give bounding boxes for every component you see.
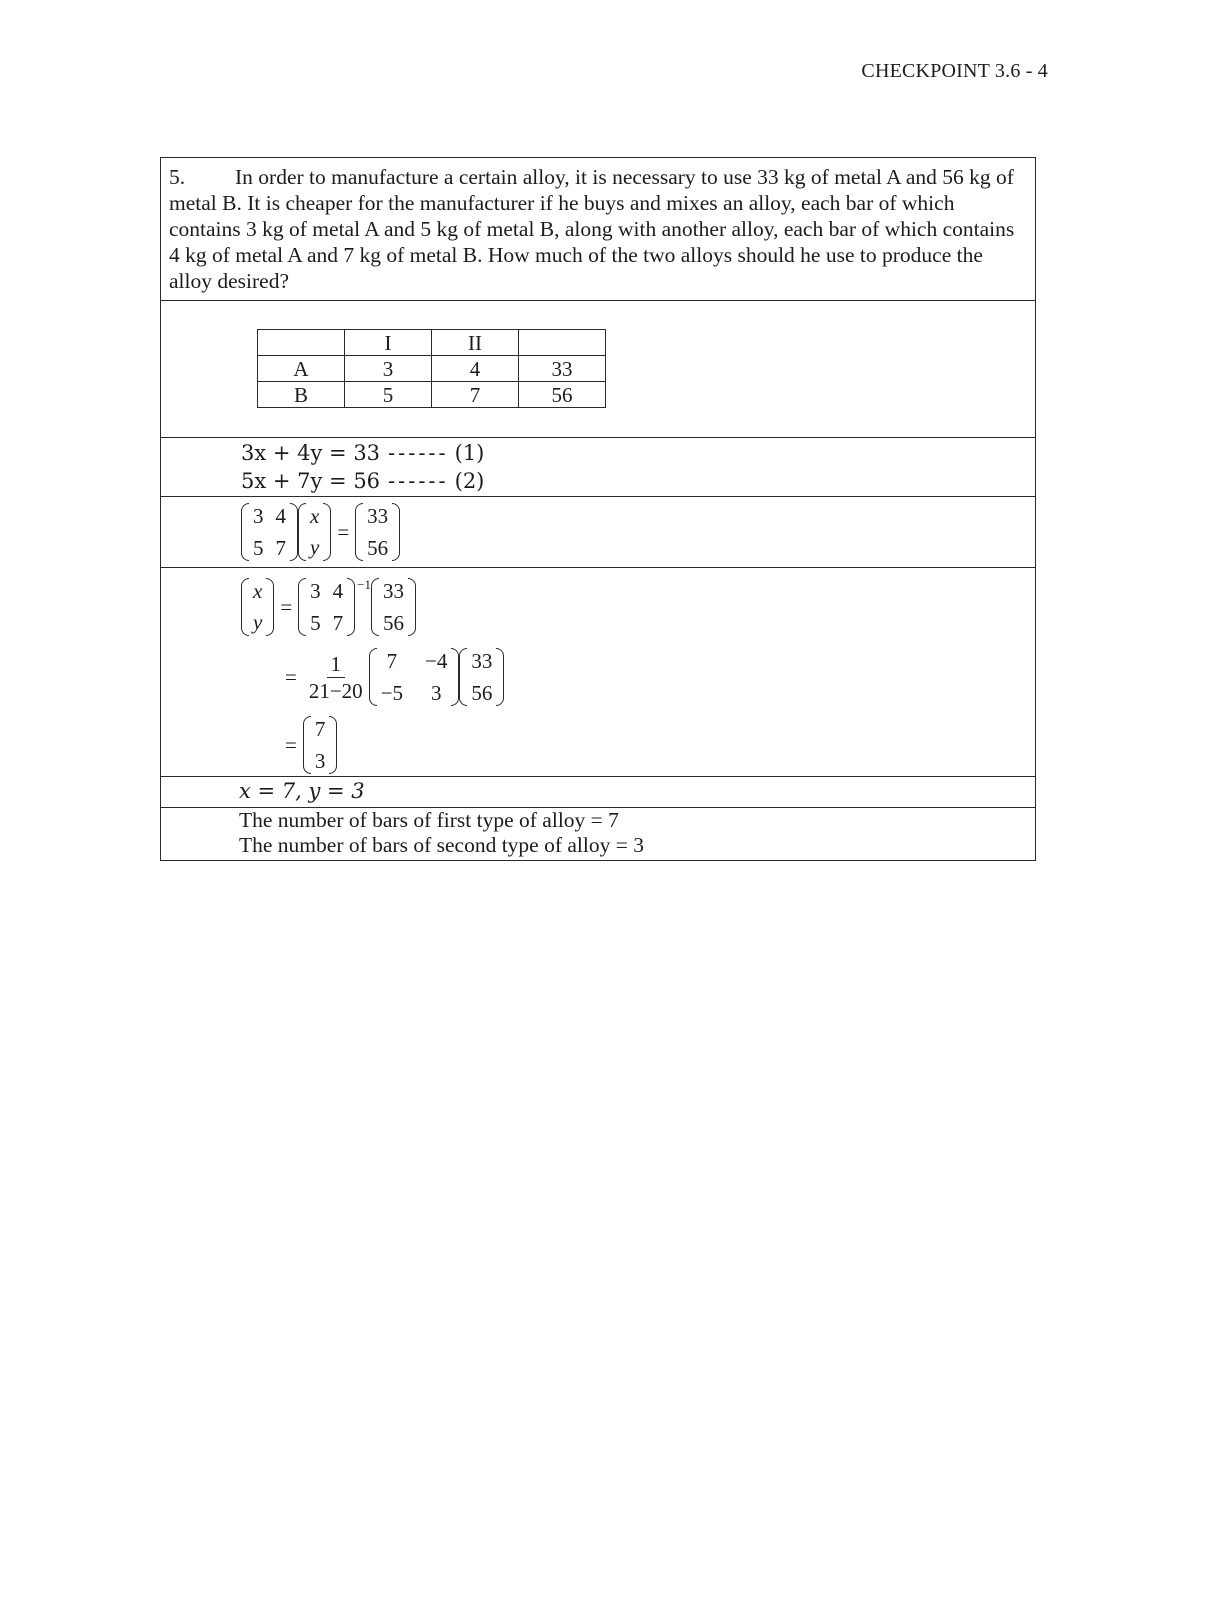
matrix-cell: 5: [253, 536, 264, 560]
result-step: [279, 716, 337, 774]
constant-vector: [467, 648, 496, 706]
right-paren: [496, 648, 504, 706]
left-paren: [303, 716, 311, 774]
inverse-equation: [241, 578, 416, 636]
inverse-exponent: −1: [357, 577, 372, 592]
right-paren: [347, 578, 355, 636]
adjugate-matrix: [377, 648, 452, 706]
table-cell: 56: [519, 382, 606, 408]
question-text: In order to manufacture a certain alloy, it is necessary to use 33 kg of metal A and 56 kg of metal B. It is cheaper for the manufacturer if he buys and mixes an alloy, each bar of which contains 3 kg of metal A and 5 kg of metal B, along with another alloy, each bar of which contains 4 kg of metal A and 7 kg of metal B. How much of the two alloys should he use to produce the alloy desired?: [169, 165, 1015, 293]
determinant-fraction: [307, 651, 365, 704]
equals-sign: =: [337, 519, 350, 544]
equals-sign: =: [285, 732, 297, 757]
variable-vector: [306, 504, 323, 560]
answer-first-alloy: The number of bars of first type of alloy = 7: [239, 808, 619, 832]
problem-box: [160, 157, 1036, 861]
table-header-cell: [519, 330, 606, 356]
answer-section: [161, 807, 1035, 860]
vector-cell: y: [253, 610, 263, 634]
table-row: [258, 382, 606, 408]
adjugate-step: [279, 648, 504, 706]
fraction-denominator: 21−20: [308, 678, 363, 703]
constant-vector: [363, 503, 392, 561]
matrix-cell: 7: [386, 649, 398, 673]
result-vector: [311, 716, 330, 774]
answer-second-alloy: The number of bars of second type of alloy = 3: [239, 833, 644, 857]
left-paren: [298, 503, 306, 561]
left-paren: [241, 503, 249, 561]
table-cell: 7: [432, 382, 519, 408]
matrix-cell: 3: [253, 504, 264, 528]
variable-vector: [249, 579, 266, 635]
right-paren: [329, 716, 337, 774]
equation-dashes: ------: [388, 469, 449, 493]
matrix-cell: −4: [425, 649, 448, 673]
matrix-cell: 3: [430, 681, 442, 705]
matrix-equation-section: [161, 496, 1035, 567]
vector-cell: 56: [383, 611, 405, 635]
table-row: [258, 356, 606, 382]
vector-cell: 7: [314, 717, 326, 741]
table-cell: 4: [432, 356, 519, 382]
checkpoint-label: CHECKPOINT 3.6 - 4: [861, 60, 1048, 82]
equation-tag: (1): [454, 441, 485, 465]
matrix-cell: 3: [310, 579, 321, 603]
alloy-table: [257, 329, 606, 408]
equation-lhs: 3x + 4y = 33: [241, 441, 381, 465]
left-paren: [355, 503, 363, 561]
fraction-numerator: 1: [327, 651, 346, 678]
right-paren: [451, 648, 459, 706]
right-paren: [392, 503, 400, 561]
constant-vector: [379, 578, 408, 636]
left-paren: [369, 648, 377, 706]
table-cell: 3: [345, 356, 432, 382]
equation-lhs: 5x + 7y = 56: [241, 469, 381, 493]
matrix-cell: 7: [332, 611, 344, 635]
table-cell: 5: [345, 382, 432, 408]
table-header-row: [258, 330, 606, 356]
matrix-cell: 4: [275, 504, 286, 528]
table-cell: A: [258, 356, 345, 382]
equation-dashes: ------: [388, 441, 449, 465]
left-paren: [459, 648, 467, 706]
vector-cell: 33: [367, 504, 389, 528]
equation-2: [241, 469, 484, 493]
equations-section: [161, 437, 1035, 496]
left-paren: [241, 578, 249, 636]
question-number: 5.: [169, 165, 186, 189]
vector-cell: 3: [314, 749, 326, 773]
inverse-section: [161, 567, 1035, 776]
coefficient-matrix: [306, 578, 347, 636]
left-paren: [298, 578, 306, 636]
matrix-cell: 7: [275, 536, 286, 560]
solution-values: x = 7, y = 3: [239, 779, 365, 803]
right-paren: [408, 578, 416, 636]
vector-cell: x: [253, 579, 263, 603]
equals-sign: =: [285, 664, 297, 689]
vector-cell: 56: [367, 536, 389, 560]
matrix-cell: 4: [332, 579, 344, 603]
solution-section: [161, 776, 1035, 807]
table-header-cell: [258, 330, 345, 356]
right-paren: [290, 503, 298, 561]
matrix-equation: [241, 503, 400, 561]
right-paren: [323, 503, 331, 561]
equation-1: [241, 441, 484, 465]
table-header-cell: II: [432, 330, 519, 356]
right-paren: [266, 578, 274, 636]
vector-cell: 33: [471, 649, 493, 673]
vector-cell: x: [310, 504, 320, 528]
table-cell: B: [258, 382, 345, 408]
table-header-cell: I: [345, 330, 432, 356]
equals-sign: =: [280, 594, 293, 619]
vector-cell: y: [310, 535, 320, 559]
question-section: [161, 158, 1035, 300]
vector-cell: 33: [383, 579, 405, 603]
matrix-cell: −5: [380, 681, 404, 705]
equation-tag: (2): [454, 469, 485, 493]
matrix-cell: 5: [310, 611, 321, 635]
coefficient-matrix: [249, 503, 290, 561]
vector-cell: 56: [471, 681, 493, 705]
table-cell: 33: [519, 356, 606, 382]
table-section: [161, 300, 1035, 437]
left-paren: [371, 578, 379, 636]
